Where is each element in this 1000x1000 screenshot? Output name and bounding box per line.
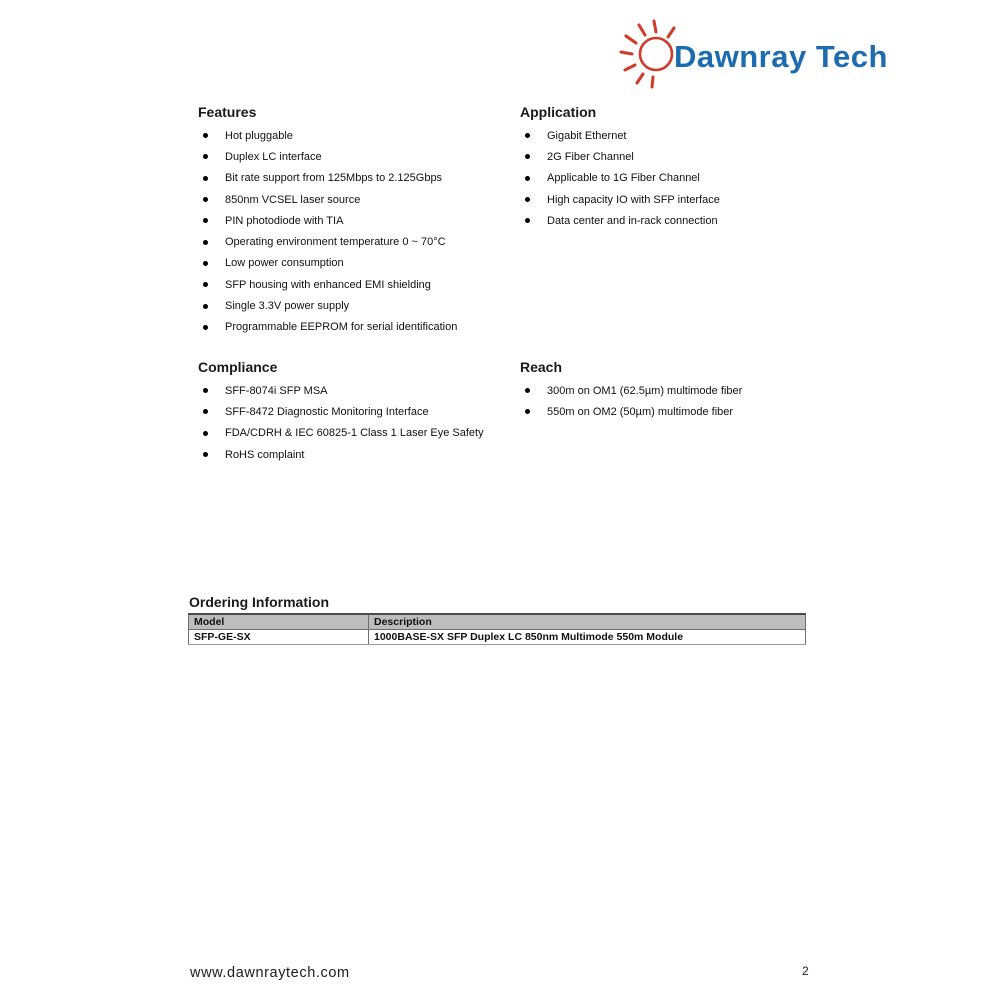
reach-list (520, 380, 860, 423)
bullet-icon (203, 431, 208, 436)
list-item-label: Low power consumption (225, 257, 344, 270)
list-item-label: 850nm VCSEL laser source (225, 193, 361, 206)
list-item-label: RoHS complaint (225, 448, 305, 461)
list-item (203, 401, 538, 422)
list-item-label: PIN photodiode with TIA (225, 214, 344, 227)
section-title: Application (520, 104, 597, 120)
features-list (198, 125, 528, 338)
list-item (525, 146, 850, 167)
bullet-icon (203, 218, 208, 223)
bullet-icon (203, 154, 208, 159)
bullet-icon (203, 197, 208, 202)
table-header-row (189, 614, 806, 630)
list-item (203, 125, 528, 146)
list-item-label: 550m on OM2 (50µm) multimode fiber (547, 405, 734, 418)
cell-model: SFP-GE-SX (189, 630, 369, 645)
column-header-description: Description (369, 614, 806, 630)
section-title: Reach (520, 359, 563, 375)
list-item (203, 231, 528, 252)
list-item-label: Programmable EEPROM for serial identification (225, 321, 458, 334)
bullet-icon (525, 218, 530, 223)
bullet-icon (525, 388, 530, 393)
bullet-icon (525, 133, 530, 138)
list-item-label: Hot pluggable (225, 129, 293, 142)
bullet-icon (203, 240, 208, 245)
cell-description: 1000BASE-SX SFP Duplex LC 850nm Multimode 550m Module (369, 630, 806, 645)
list-item-label: 300m on OM1 (62.5µm) multimode fiber (547, 384, 743, 397)
bullet-icon (203, 282, 208, 287)
bullet-icon (203, 452, 208, 457)
list-item (203, 380, 538, 401)
logo-text: Dawnray Tech (674, 39, 888, 74)
list-item-label: SFF-8472 Diagnostic Monitoring Interface (225, 405, 429, 418)
list-item (203, 295, 528, 316)
company-logo (616, 14, 888, 94)
list-item (525, 210, 850, 231)
list-item-label: Data center and in-rack connection (547, 214, 718, 227)
section-title: Compliance (198, 359, 278, 375)
list-item-label: 2G Fiber Channel (547, 150, 634, 163)
list-item-label: Applicable to 1G Fiber Channel (547, 172, 700, 185)
list-item (525, 168, 850, 189)
section-compliance (198, 359, 538, 465)
list-item-label: FDA/CDRH & IEC 60825-1 Class 1 Laser Eye Safety (225, 427, 484, 440)
section-reach (520, 359, 860, 423)
list-item (203, 253, 528, 274)
table-row (189, 630, 806, 645)
page-number: 2 (802, 964, 809, 978)
section-features (198, 104, 528, 338)
list-item (203, 210, 528, 231)
list-item (525, 401, 860, 422)
application-list (520, 125, 850, 231)
bullet-icon (203, 325, 208, 330)
bullet-icon (203, 388, 208, 393)
ordering-information-title: Ordering Information (189, 594, 329, 610)
list-item (525, 189, 850, 210)
list-item (203, 146, 528, 167)
list-item-label: SFP housing with enhanced EMI shielding (225, 278, 431, 291)
bullet-icon (203, 176, 208, 181)
list-item-label: High capacity IO with SFP interface (547, 193, 720, 206)
ordering-table (188, 613, 806, 645)
list-item (203, 317, 528, 338)
footer-website: www.dawnraytech.com (190, 965, 350, 981)
bullet-icon (203, 261, 208, 266)
list-item (203, 444, 538, 465)
bullet-icon (525, 409, 530, 414)
list-item (203, 274, 528, 295)
section-application (520, 104, 850, 231)
list-item-label: Gigabit Ethernet (547, 129, 627, 142)
column-header-model: Model (189, 614, 369, 630)
bullet-icon (203, 133, 208, 138)
list-item (525, 125, 850, 146)
list-item-label: Bit rate support from 125Mbps to 2.125Gbps (225, 172, 443, 185)
list-item (525, 380, 860, 401)
bullet-icon (203, 304, 208, 309)
bullet-icon (525, 154, 530, 159)
list-item-label: SFF-8074i SFP MSA (225, 384, 328, 397)
list-item (203, 168, 528, 189)
bullet-icon (525, 176, 530, 181)
bullet-icon (525, 197, 530, 202)
list-item (203, 189, 528, 210)
list-item-label: Single 3.3V power supply (225, 300, 350, 313)
list-item-label: Operating environment temperature 0 ~ 70°C (225, 236, 446, 249)
section-title: Features (198, 104, 257, 120)
list-item (203, 423, 538, 444)
bullet-icon (203, 409, 208, 414)
compliance-list (198, 380, 538, 465)
list-item-label: Duplex LC interface (225, 150, 322, 163)
